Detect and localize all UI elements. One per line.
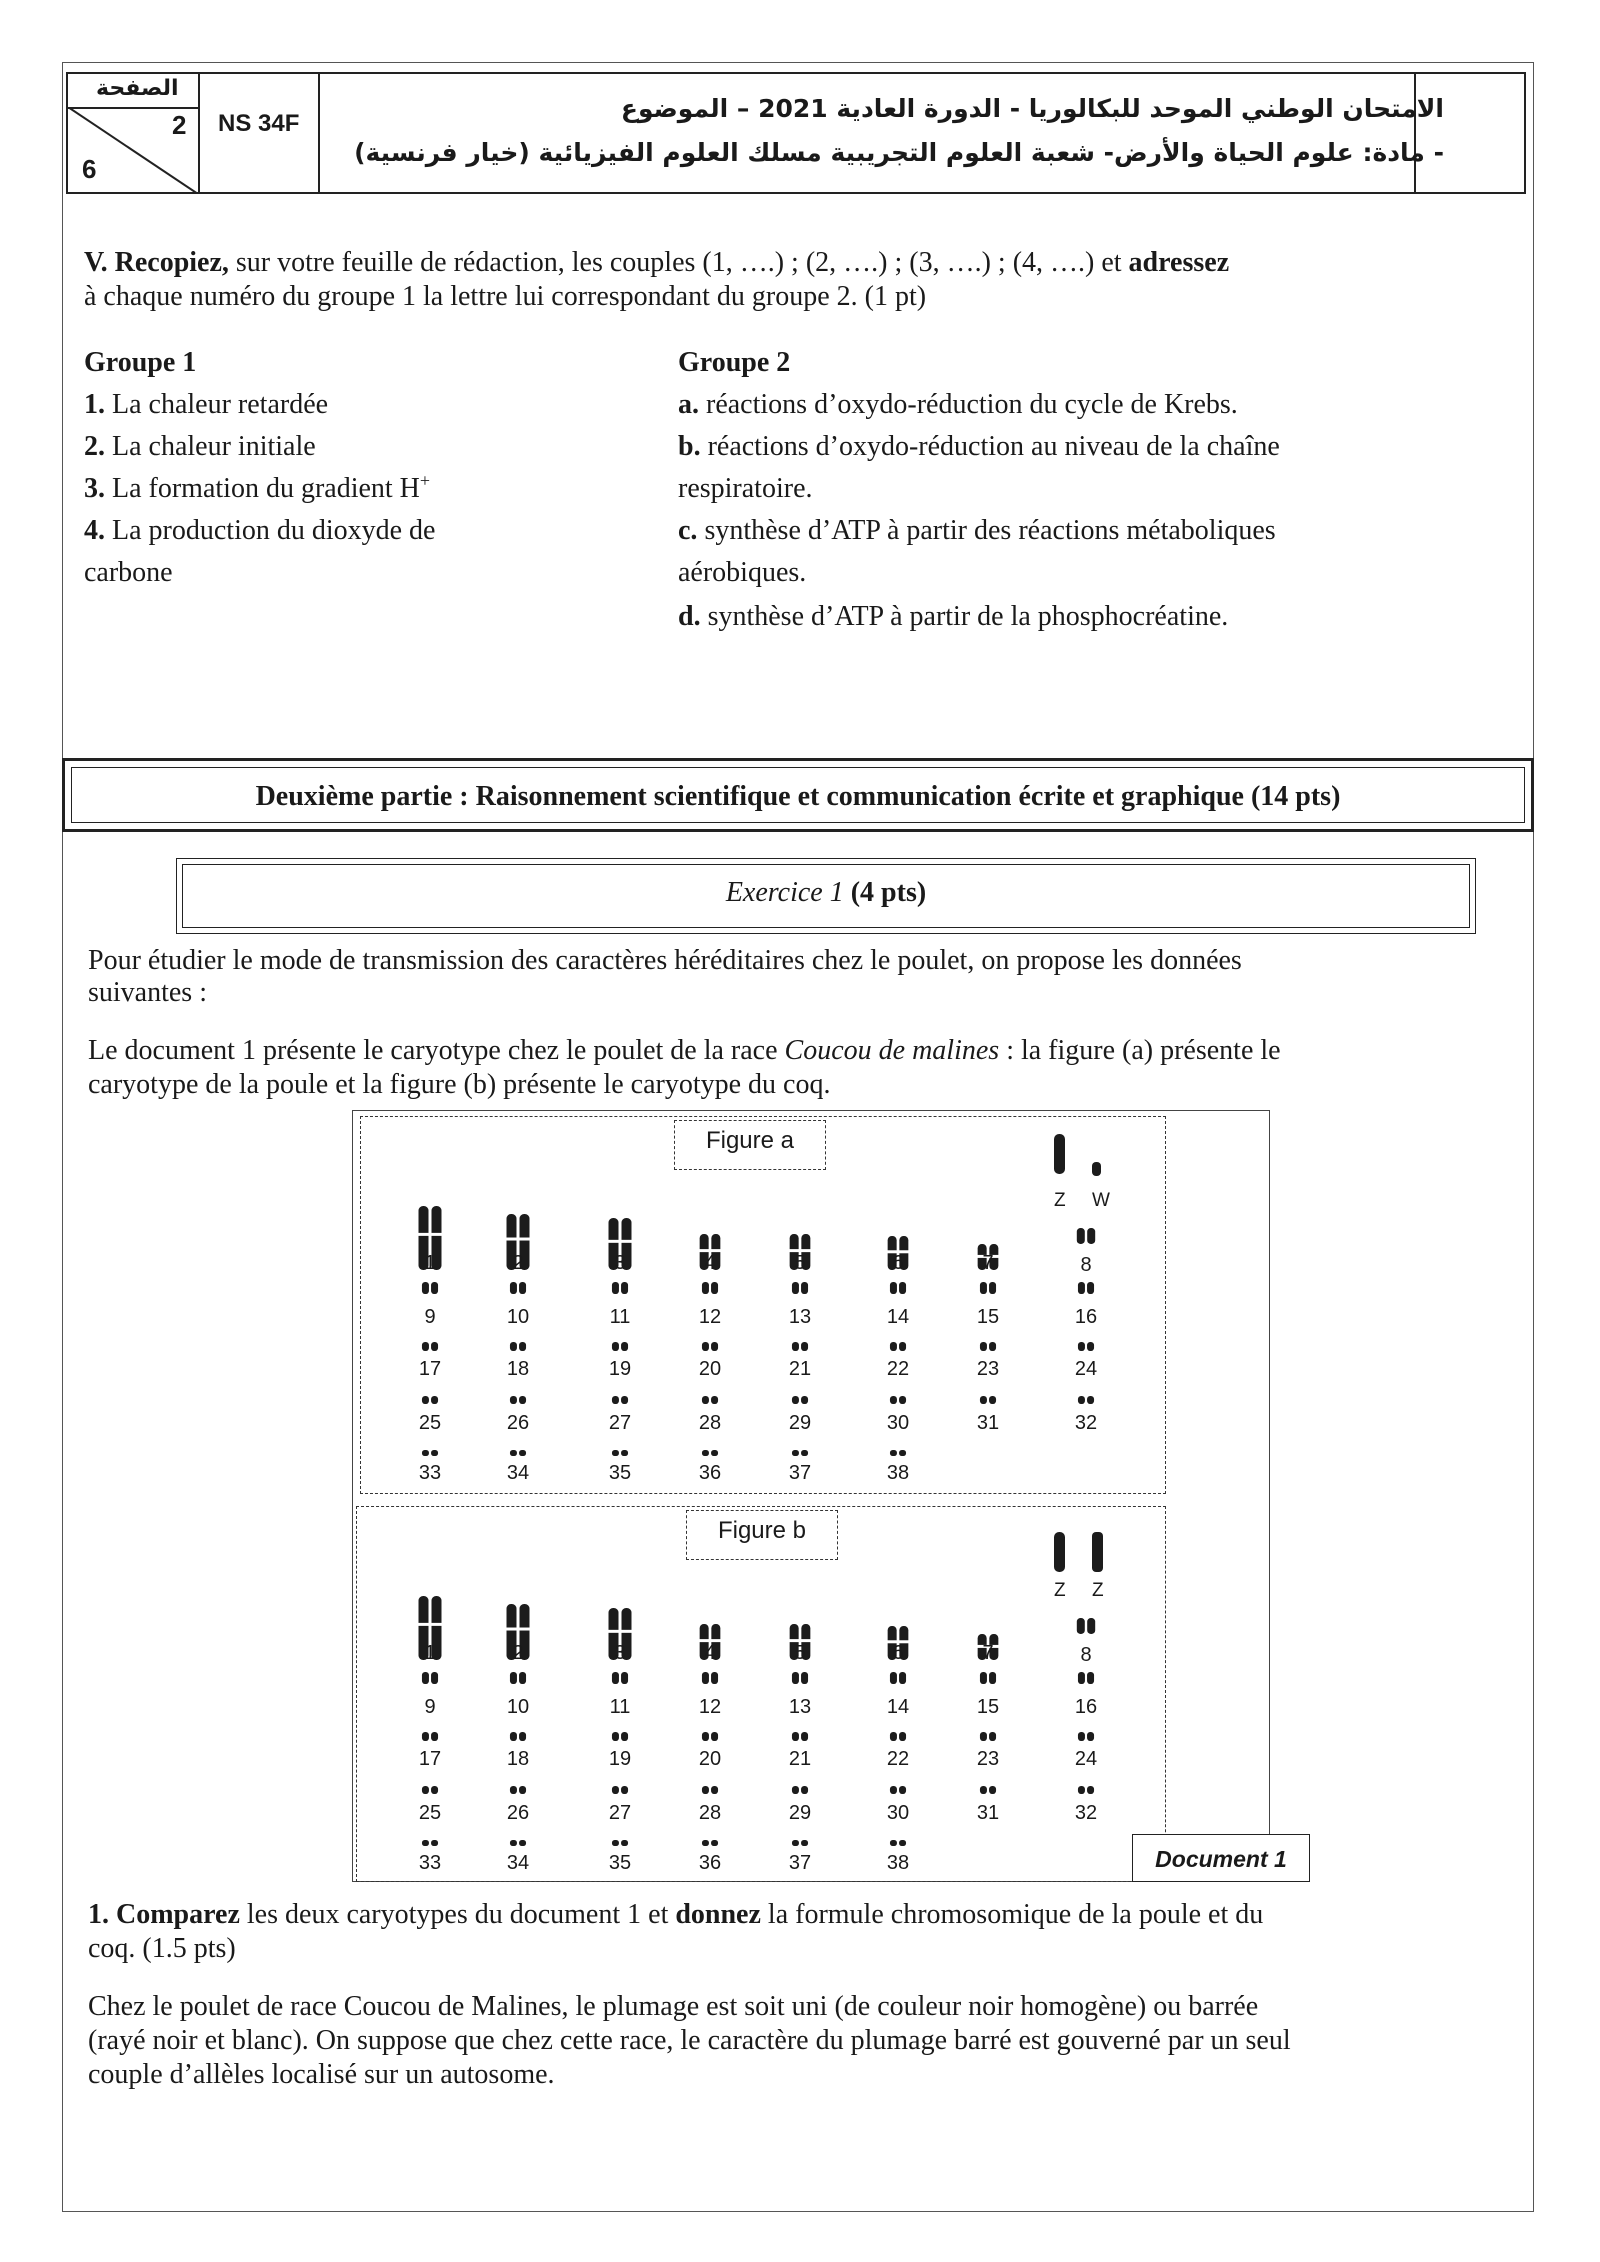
chromosome-13	[792, 1282, 808, 1294]
chromosome-number: 37	[788, 1462, 812, 1484]
question-1: 1. Comparez les deux caryotypes du document 1 et donnez la formule chromosomique de la poule et du	[88, 1899, 1264, 1930]
groupe1-item: 1. La chaleur retardée	[84, 389, 329, 420]
chromosome-number: 32	[1074, 1412, 1098, 1434]
chromosome-number: 16	[1074, 1306, 1098, 1328]
chromosome-number: 23	[976, 1748, 1000, 1770]
chromosome-29	[792, 1396, 808, 1404]
chromosome-number: 10	[506, 1306, 530, 1328]
chromosome-number: 27	[608, 1412, 632, 1434]
chromosome-number: 11	[609, 1306, 631, 1328]
chromosome-number: 32	[1074, 1802, 1098, 1824]
chromosome-number: 24	[1074, 1748, 1098, 1770]
chromosome-number: 12	[698, 1696, 722, 1718]
sex-chromosome-Z	[1054, 1134, 1065, 1174]
figure-a-label: Figure a	[674, 1120, 826, 1170]
sex-chromosome-label: Z	[1054, 1190, 1066, 1211]
chromosome-number: 26	[506, 1412, 530, 1434]
chromosome-number: 1	[424, 1642, 436, 1664]
chromosome-37	[792, 1840, 808, 1846]
chromosome-28	[702, 1786, 718, 1794]
chromosome-20	[702, 1342, 718, 1351]
chromosome-number: 11	[609, 1696, 631, 1718]
chromosome-33	[422, 1840, 438, 1846]
chromosome-number: 25	[418, 1412, 442, 1434]
chromosome-number: 13	[788, 1696, 812, 1718]
chromosome-number: 4	[704, 1642, 716, 1664]
chromosome-number: 35	[608, 1462, 632, 1484]
chromosome-number: 20	[698, 1358, 722, 1380]
chromosome-number: 2	[512, 1252, 524, 1274]
chromosome-number: 27	[608, 1802, 632, 1824]
chromosome-number: 10	[506, 1696, 530, 1718]
chromosome-number: 20	[698, 1748, 722, 1770]
chromosome-33	[422, 1450, 438, 1456]
chromosome-number: 17	[418, 1358, 442, 1380]
sex-chromosome-label: Z	[1092, 1580, 1104, 1601]
chromosome-number: 28	[698, 1802, 722, 1824]
chromosome-10	[510, 1672, 526, 1684]
paragraph-line: (rayé noir et blanc). On suppose que chez cette race, le caractère du plumage barré est gouverné par un seul	[88, 2025, 1291, 2056]
chromosome-38	[890, 1450, 906, 1456]
chromosome-number: 1	[424, 1252, 436, 1274]
chromosome-number: 33	[418, 1852, 442, 1874]
chromosome-8	[1077, 1228, 1095, 1244]
chromosome-number: 17	[418, 1748, 442, 1770]
chromosome-22	[890, 1732, 906, 1741]
chromosome-number: 19	[608, 1748, 632, 1770]
chromosome-number: 36	[698, 1852, 722, 1874]
chromosome-number: 8	[1080, 1644, 1092, 1666]
chromosome-number: 14	[886, 1306, 910, 1328]
chromosome-35	[612, 1840, 628, 1846]
chromosome-number: 15	[976, 1306, 1000, 1328]
intro-line: Le document 1 présente le caryotype chez le poulet de la race Coucou de malines : la figure (a) présente le	[88, 1035, 1281, 1066]
chromosome-number: 34	[506, 1852, 530, 1874]
sex-chromosome-label: Z	[1054, 1580, 1066, 1601]
chromosome-25	[422, 1396, 438, 1404]
chromosome-number: 18	[506, 1748, 530, 1770]
groupe2-line: c. synthèse d’ATP à partir des réactions métaboliques	[678, 515, 1276, 546]
chromosome-number: 9	[424, 1696, 436, 1718]
chromosome-18	[510, 1732, 526, 1741]
chromosome-number: 8	[1080, 1254, 1092, 1276]
page-total: 6	[82, 154, 97, 184]
chromosome-32	[1078, 1396, 1094, 1404]
chromosome-number: 3	[614, 1252, 626, 1274]
chromosome-number: 23	[976, 1358, 1000, 1380]
chromosome-27	[612, 1396, 628, 1404]
chromosome-15	[980, 1282, 996, 1294]
chromosome-number: 9	[424, 1306, 436, 1328]
exam-code: NS 34F	[218, 110, 300, 137]
chromosome-26	[510, 1396, 526, 1404]
section-v-line2: à chaque numéro du groupe 1 la lettre lui correspondant du groupe 2. (1 pt)	[84, 281, 927, 312]
chromosome-number: 22	[886, 1748, 910, 1770]
chromosome-number: 38	[886, 1462, 910, 1484]
groupe2-line: d. synthèse d’ATP à partir de la phosphocréatine.	[678, 601, 1229, 632]
intro-line: suivantes :	[88, 977, 207, 1008]
chromosome-number: 34	[506, 1462, 530, 1484]
chromosome-24	[1078, 1732, 1094, 1741]
chromosome-number: 22	[886, 1358, 910, 1380]
chromosome-28	[702, 1396, 718, 1404]
chromosome-number: 30	[886, 1412, 910, 1434]
chromosome-11	[612, 1282, 628, 1294]
page-label: الصفحة	[96, 76, 179, 101]
groupe1-item-cont: carbone	[84, 557, 173, 588]
chromosome-23	[980, 1732, 996, 1741]
chromosome-number: 31	[976, 1802, 1000, 1824]
chromosome-19	[612, 1732, 628, 1741]
chromosome-21	[792, 1732, 808, 1741]
chromosome-17	[422, 1342, 438, 1351]
chromosome-35	[612, 1450, 628, 1456]
chromosome-34	[510, 1450, 526, 1456]
chromosome-number: 13	[788, 1306, 812, 1328]
sex-chromosome-W	[1092, 1162, 1101, 1176]
chromosome-13	[792, 1672, 808, 1684]
chromosome-number: 5	[794, 1642, 806, 1664]
chromosome-12	[702, 1282, 718, 1294]
chromosome-26	[510, 1786, 526, 1794]
chromosome-number: 38	[886, 1852, 910, 1874]
chromosome-number: 25	[418, 1802, 442, 1824]
chromosome-23	[980, 1342, 996, 1351]
chromosome-number: 16	[1074, 1696, 1098, 1718]
chromosome-number: 21	[788, 1358, 812, 1380]
paragraph-line: couple d’allèles localisé sur un autosome.	[88, 2059, 555, 2090]
groupe1-title: Groupe 1	[84, 347, 197, 378]
chromosome-15	[980, 1672, 996, 1684]
chromosome-14	[890, 1282, 906, 1294]
header-arabic-subject: - مادة: علوم الحياة والأرض- شعبة العلوم التجريبية مسلك العلوم الفيزيائية (خيار فرنسية)	[354, 138, 1444, 167]
question-1-cont: coq. (1.5 pts)	[88, 1933, 236, 1964]
chromosome-29	[792, 1786, 808, 1794]
chromosome-number: 5	[794, 1252, 806, 1274]
groupe1-item: 4. La production du dioxyde de	[84, 515, 436, 546]
figure-b-label: Figure b	[686, 1510, 838, 1560]
chromosome-9	[422, 1282, 438, 1294]
chromosome-20	[702, 1732, 718, 1741]
chromosome-9	[422, 1672, 438, 1684]
chromosome-number: 18	[506, 1358, 530, 1380]
chromosome-36	[702, 1450, 718, 1456]
chromosome-37	[792, 1450, 808, 1456]
sex-chromosome-Z	[1054, 1532, 1065, 1572]
chromosome-number: 33	[418, 1462, 442, 1484]
chromosome-27	[612, 1786, 628, 1794]
chromosome-number: 12	[698, 1306, 722, 1328]
chromosome-number: 28	[698, 1412, 722, 1434]
chromosome-14	[890, 1672, 906, 1684]
groupe2-title: Groupe 2	[678, 347, 791, 378]
chromosome-31	[980, 1396, 996, 1404]
chromosome-32	[1078, 1786, 1094, 1794]
chromosome-16	[1078, 1282, 1094, 1294]
chromosome-38	[890, 1840, 906, 1846]
chromosome-12	[702, 1672, 718, 1684]
chromosome-30	[890, 1786, 906, 1794]
chromosome-number: 7	[982, 1642, 994, 1664]
groupe2-line: b. réactions d’oxydo-réduction au niveau de la chaîne	[678, 431, 1280, 462]
chromosome-number: 6	[892, 1252, 904, 1274]
sex-chromosome-label: W	[1092, 1190, 1110, 1211]
chromosome-number: 29	[788, 1802, 812, 1824]
chromosome-25	[422, 1786, 438, 1794]
header-arabic-title: الامتحان الوطني الموحد للبكالوريا - الدورة العادية 2021 – الموضوع	[620, 94, 1444, 123]
part2-title: Deuxième partie : Raisonnement scientifique et communication écrite et graphique (14 pts)	[255, 781, 1341, 812]
chromosome-number: 37	[788, 1852, 812, 1874]
chromosome-number: 31	[976, 1412, 1000, 1434]
chromosome-number: 21	[788, 1748, 812, 1770]
exercise-title: Exercice 1 (4 pts)	[725, 877, 927, 908]
chromosome-16	[1078, 1672, 1094, 1684]
chromosome-number: 6	[892, 1642, 904, 1664]
chromosome-21	[792, 1342, 808, 1351]
chromosome-10	[510, 1282, 526, 1294]
chromosome-number: 30	[886, 1802, 910, 1824]
chromosome-number: 29	[788, 1412, 812, 1434]
chromosome-22	[890, 1342, 906, 1351]
chromosome-number: 4	[704, 1252, 716, 1274]
chromosome-number: 35	[608, 1852, 632, 1874]
chromosome-30	[890, 1396, 906, 1404]
chromosome-number: 3	[614, 1642, 626, 1664]
groupe2-line: a. réactions d’oxydo-réduction du cycle de Krebs.	[678, 389, 1238, 420]
chromosome-number: 7	[982, 1252, 994, 1274]
intro-line: caryotype de la poule et la figure (b) présente le caryotype du coq.	[88, 1069, 831, 1100]
chromosome-number: 2	[512, 1642, 524, 1664]
chromosome-18	[510, 1342, 526, 1351]
chromosome-19	[612, 1342, 628, 1351]
intro-line: Pour étudier le mode de transmission des caractères héréditaires chez le poulet, on propose les données	[88, 945, 1242, 976]
sex-chromosome-Z	[1092, 1532, 1103, 1572]
chromosome-number: 24	[1074, 1358, 1098, 1380]
groupe1-item: 2. La chaleur initiale	[84, 431, 316, 462]
page-number: 2	[172, 110, 187, 140]
chromosome-11	[612, 1672, 628, 1684]
chromosome-34	[510, 1840, 526, 1846]
chromosome-17	[422, 1732, 438, 1741]
chromosome-number: 36	[698, 1462, 722, 1484]
chromosome-8	[1077, 1618, 1095, 1634]
chromosome-24	[1078, 1342, 1094, 1351]
section-v-line1: V. Recopiez, sur votre feuille de rédaction, les couples (1, ….) ; (2, ….) ; (3, ….) ; (4, ….) et adressez	[84, 247, 1230, 278]
groupe2-line: aérobiques.	[678, 557, 807, 588]
document-1-label: Document 1	[1132, 1834, 1310, 1882]
chromosome-36	[702, 1840, 718, 1846]
chromosome-number: 14	[886, 1696, 910, 1718]
groupe2-line: respiratoire.	[678, 473, 813, 504]
chromosome-31	[980, 1786, 996, 1794]
chromosome-number: 15	[976, 1696, 1000, 1718]
chromosome-number: 19	[608, 1358, 632, 1380]
groupe1-item: 3. La formation du gradient H+	[84, 470, 431, 504]
chromosome-number: 26	[506, 1802, 530, 1824]
paragraph-line: Chez le poulet de race Coucou de Malines, le plumage est soit uni (de couleur noir homogène) ou barrée	[88, 1991, 1259, 2022]
